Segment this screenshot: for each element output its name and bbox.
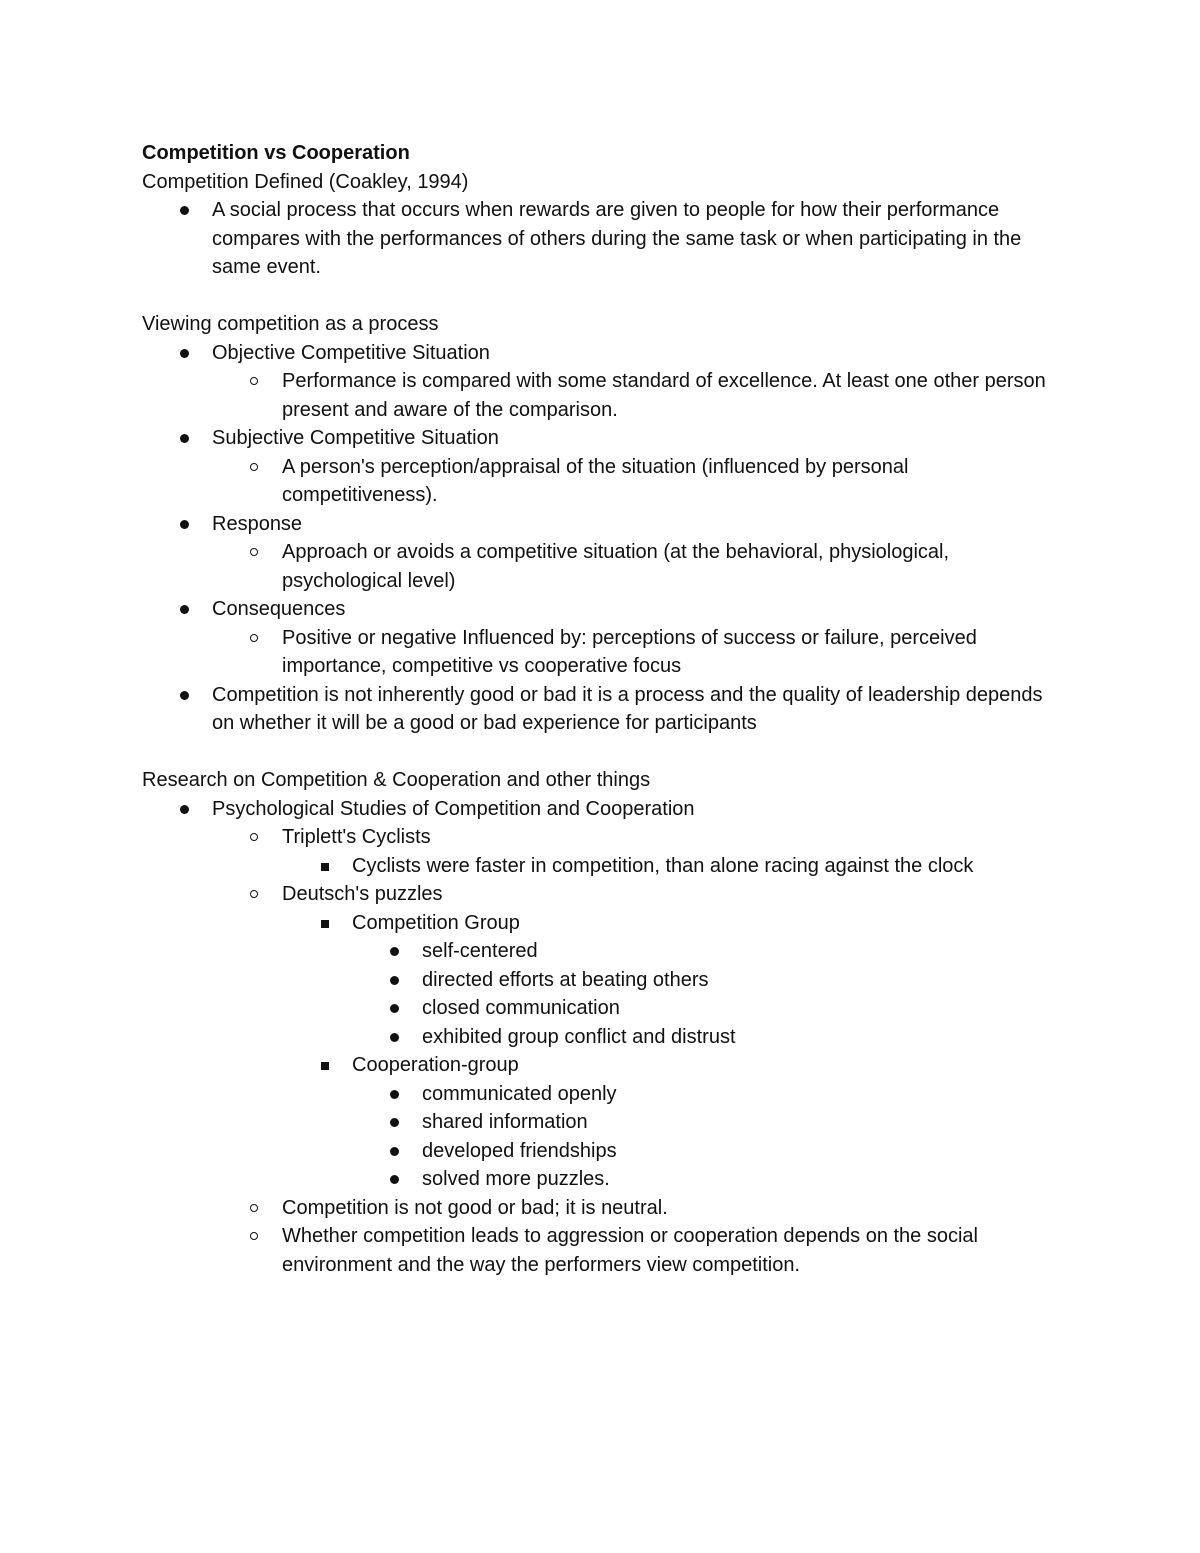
section-heading-research: Research on Competition & Cooperation and other things bbox=[142, 769, 651, 791]
list-item bbox=[352, 966, 1062, 995]
bullet-circle-icon bbox=[250, 548, 258, 556]
sub-list bbox=[212, 453, 1062, 510]
list-item bbox=[282, 852, 1062, 881]
list-item bbox=[142, 681, 1062, 738]
section-heading-process: Viewing competition as a process bbox=[142, 313, 439, 335]
list-item bbox=[142, 196, 1062, 282]
bullet-disc-icon bbox=[180, 349, 189, 358]
list-item-text: communicated openly bbox=[422, 1082, 617, 1105]
bullet-disc-icon bbox=[180, 691, 189, 700]
list-item bbox=[352, 1137, 1062, 1166]
definition-list bbox=[142, 196, 1062, 282]
section-heading-definition: Competition Defined (Coakley, 1994) bbox=[142, 170, 469, 193]
bullet-disc-icon bbox=[390, 1118, 399, 1127]
bullet-circle-icon bbox=[250, 463, 258, 471]
list-item-text: Competition is not inherently good or bad it is a process and the quality of leadership depends on whether it will be a good or bad experience for participants bbox=[212, 683, 1043, 734]
sub-list bbox=[212, 538, 1062, 595]
list-item bbox=[212, 880, 1062, 1194]
list-item-text: shared information bbox=[422, 1111, 588, 1133]
sub-list bbox=[212, 367, 1062, 424]
list-item bbox=[142, 510, 1062, 596]
bullet-circle-icon bbox=[250, 377, 258, 385]
list-item-text: A social process that occurs when rewards are given to people for how their performance compares with the performances of others during the same task or when participating in the same event. bbox=[212, 199, 1022, 278]
list-item bbox=[142, 339, 1062, 425]
list-item-text: solved more puzzles. bbox=[422, 1168, 610, 1190]
list-item bbox=[142, 424, 1062, 510]
sub-list bbox=[282, 852, 1062, 881]
list-item-text: Performance is compared with some standard of excellence. At least one other person present and aware of the comparison. bbox=[282, 370, 1046, 421]
list-item-text: Competition is not good or bad; it is neutral. bbox=[282, 1196, 668, 1219]
bullet-circle-icon bbox=[250, 1232, 258, 1240]
list-item-text: Approach or avoids a competitive situation (at the behavioral, physiological, psychological level) bbox=[282, 541, 950, 592]
bullet-disc-icon bbox=[390, 1147, 399, 1156]
bullet-disc-icon bbox=[390, 1175, 399, 1184]
list-item-text: Whether competition leads to aggression or cooperation depends on the social environment and the way the performers view competition. bbox=[282, 1225, 978, 1276]
list-item-text: exhibited group conflict and distrust bbox=[422, 1025, 736, 1048]
list-item-text: Cyclists were faster in competition, than alone racing against the clock bbox=[352, 854, 974, 877]
list-item bbox=[142, 595, 1062, 681]
sub-list bbox=[352, 937, 1062, 1051]
list-item bbox=[352, 1108, 1062, 1137]
list-item bbox=[212, 823, 1062, 880]
list-item-text: Psychological Studies of Competition and Cooperation bbox=[212, 797, 695, 820]
list-item bbox=[212, 367, 1062, 424]
bullet-disc-icon bbox=[180, 206, 189, 215]
bullet-circle-icon bbox=[250, 833, 258, 841]
bullet-circle-icon bbox=[250, 1204, 258, 1212]
list-item-text: Response bbox=[212, 512, 303, 535]
bullet-disc-icon bbox=[390, 976, 399, 985]
list-item-text: Triplett's Cyclists bbox=[282, 826, 431, 848]
spacer bbox=[142, 738, 1062, 767]
list-item bbox=[352, 994, 1062, 1023]
bullet-circle-icon bbox=[250, 634, 258, 642]
bullet-disc-icon bbox=[180, 520, 189, 529]
list-item bbox=[282, 909, 1062, 1052]
research-list bbox=[142, 795, 1062, 1280]
bullet-circle-icon bbox=[250, 890, 258, 898]
list-item bbox=[212, 1194, 1062, 1223]
bullet-disc-icon bbox=[180, 605, 189, 614]
bullet-square-icon bbox=[321, 920, 329, 928]
list-item-text: A person's perception/appraisal of the situation (influenced by personal competitiveness). bbox=[282, 455, 909, 506]
sub-list bbox=[352, 1080, 1062, 1194]
bullet-disc-icon bbox=[180, 434, 189, 443]
list-item bbox=[352, 937, 1062, 966]
bullet-square-icon bbox=[321, 1062, 329, 1070]
list-item bbox=[352, 1023, 1062, 1052]
bullet-disc-icon bbox=[390, 1090, 399, 1099]
list-item-text: Objective Competitive Situation bbox=[212, 341, 490, 364]
list-item bbox=[212, 1222, 1062, 1279]
list-item-text: Positive or negative Influenced by: perceptions of success or failure, perceived importance, competitive vs cooperative focus bbox=[282, 626, 977, 677]
list-item-text: Deutsch's puzzles bbox=[282, 883, 443, 905]
bullet-disc-icon bbox=[390, 1033, 399, 1042]
list-item bbox=[352, 1165, 1062, 1194]
bullet-disc-icon bbox=[390, 1004, 399, 1013]
list-item-text: directed efforts at beating others bbox=[422, 968, 709, 991]
bullet-disc-icon bbox=[180, 805, 189, 814]
list-item bbox=[212, 624, 1062, 681]
sub-list bbox=[212, 823, 1062, 1279]
list-item-text: Subjective Competitive Situation bbox=[212, 427, 499, 449]
process-list bbox=[142, 339, 1062, 738]
list-item-text: Competition Group bbox=[352, 911, 520, 934]
list-item-text: closed communication bbox=[422, 997, 620, 1019]
list-item-text: Consequences bbox=[212, 598, 346, 620]
bullet-disc-icon bbox=[390, 947, 399, 956]
document-title: Competition vs Cooperation bbox=[142, 142, 410, 164]
bullet-square-icon bbox=[321, 863, 329, 871]
list-item bbox=[142, 795, 1062, 1280]
document-page bbox=[142, 139, 1062, 1279]
list-item-text: self-centered bbox=[422, 940, 538, 962]
list-item-text: Cooperation-group bbox=[352, 1054, 519, 1076]
spacer bbox=[142, 282, 1062, 311]
sub-list bbox=[282, 909, 1062, 1194]
list-item bbox=[212, 453, 1062, 510]
list-item bbox=[352, 1080, 1062, 1109]
list-item bbox=[282, 1051, 1062, 1194]
list-item bbox=[212, 538, 1062, 595]
sub-list bbox=[212, 624, 1062, 681]
list-item-text: developed friendships bbox=[422, 1139, 617, 1162]
